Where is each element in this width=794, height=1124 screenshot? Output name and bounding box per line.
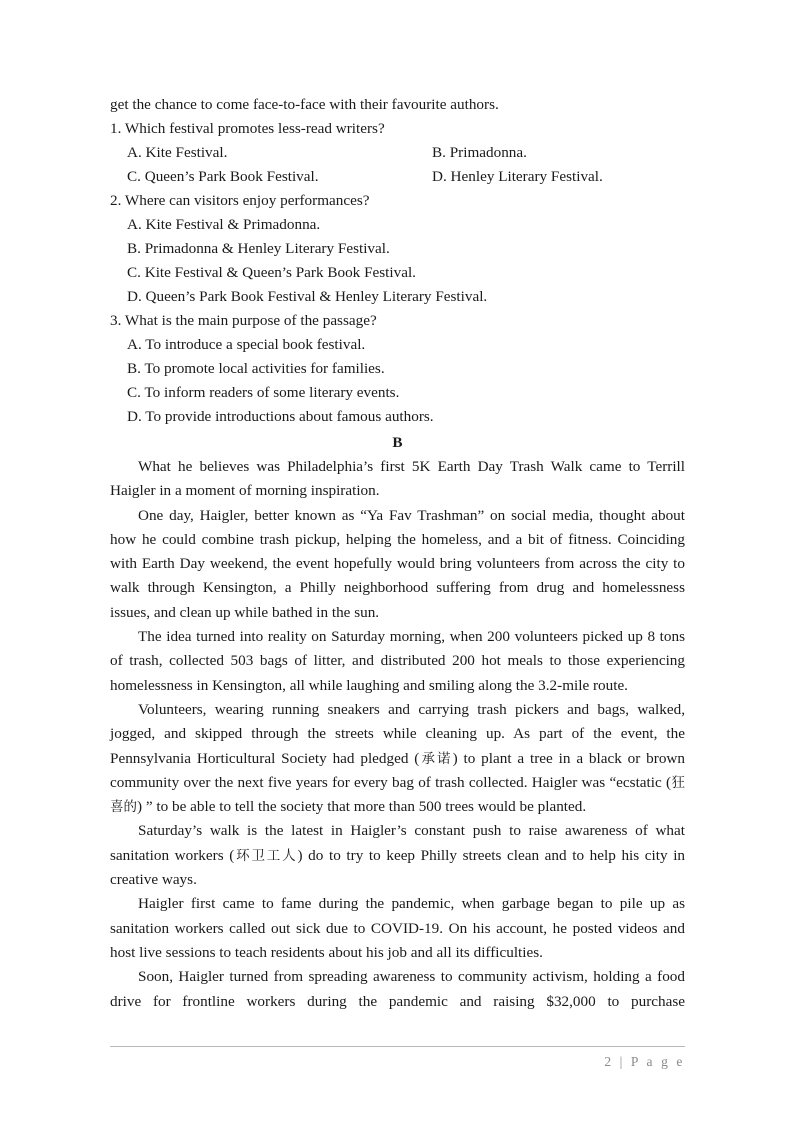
passage-paragraph-2: One day, Haigler, better known as “Ya Fav Trashman” on social media, thought about how he could combine trash pickup, helping the homeless, and a bit of fitness. Coinciding with Earth Day weekend, the event hopefully would bring volunteers from across the city to walk through Kensington, a Philly neighborhood suffering from drug and homelessness issues, and clean up while bathed in the sun. xyxy=(110,506,685,621)
question-3-option-b[interactable]: B. To promote local activities for families. xyxy=(127,360,385,377)
paragraph-5-text-part-2: ) do to try to keep Philly streets clean and to help his city in creative ways. xyxy=(110,846,686,889)
question-3-option-a[interactable]: A. To introduce a special book festival. xyxy=(127,336,366,353)
question-3-option-d[interactable]: D. To provide introductions about famous authors. xyxy=(127,408,434,425)
question-2-option-a[interactable]: A. Kite Festival & Primadonna. xyxy=(127,216,321,233)
question-1-option-b[interactable]: B. Primadonna. xyxy=(432,144,527,161)
passage-paragraph-5 xyxy=(110,819,685,892)
paragraph-4-text-part-2: ) to plant a tree in a black or brown community over the next five years for every bag of trash collected. Haigler was “ecstatic ( xyxy=(110,749,685,791)
chinese-gloss-pledged: 承诺 xyxy=(419,750,453,767)
question-2-stem: 2. Where can visitors enjoy performances? xyxy=(110,192,370,209)
question-2-option-d[interactable]: D. Queen’s Park Book Festival & Henley Literary Festival. xyxy=(127,288,488,305)
continued-sentence: get the chance to come face-to-face with their favourite authors. xyxy=(110,96,499,113)
question-1-option-c[interactable]: C. Queen’s Park Book Festival. xyxy=(127,168,319,185)
question-1-option-d[interactable]: D. Henley Literary Festival. xyxy=(432,168,603,185)
chinese-gloss-sanitation-workers: 环卫工人 xyxy=(234,847,298,864)
passage-paragraph-7: Soon, Haigler turned from spreading awareness to community activism, holding a food drive for frontline workers during the pandemic and raising $32,000 to purchase xyxy=(110,968,685,1010)
paragraph-5-text-part-1: Saturday’s walk is the latest in Haigler’s constant push to raise awareness of what sanitation workers ( xyxy=(110,822,685,864)
passage-paragraph-6: Haigler first came to fame during the pandemic, when garbage began to pile up as sanitation workers called out sick due to COVID-19. On his account, he posted videos and host live sessions to teach residents about his job and all its difficulties. xyxy=(110,895,685,961)
paragraph-4-text-part-1: Volunteers, wearing running sneakers and carrying trash pickers and bags, walked, jogged, and skipped through the streets while cleaning up. As part of the event, the Pennsylvania Horticultural Society had pledged ( xyxy=(110,700,685,767)
question-3-stem: 3. What is the main purpose of the passage? xyxy=(110,312,377,329)
question-2-option-c[interactable]: C. Kite Festival & Queen’s Park Book Festival. xyxy=(127,264,416,281)
paragraph-4-text-part-3: ) ” to be able to tell the society that more than 500 trees would be planted. xyxy=(137,798,587,816)
question-1-options-row-1 xyxy=(110,141,685,165)
question-3-option-c[interactable]: C. To inform readers of some literary events. xyxy=(127,384,400,401)
page-number-footer: 2 | P a g e xyxy=(604,1054,685,1069)
question-2-option-b[interactable]: B. Primadonna & Henley Literary Festival. xyxy=(127,240,390,257)
question-1-options-row-2 xyxy=(110,165,685,189)
chinese-gloss-ecstatic: 狂喜的 xyxy=(110,774,685,816)
question-1-stem: 1. Which festival promotes less-read writers? xyxy=(110,120,385,137)
document-page xyxy=(110,93,685,1038)
question-1-option-a[interactable]: A. Kite Festival. xyxy=(127,144,228,161)
footer-divider xyxy=(110,1046,685,1047)
section-label-b: B xyxy=(392,434,403,451)
passage-paragraph-1: What he believes was Philadelphia’s first 5K Earth Day Trash Walk came to Terrill Haigler in a moment of morning inspiration. xyxy=(110,458,685,500)
passage-paragraph-3: The idea turned into reality on Saturday morning, when 200 volunteers picked up 8 tons of trash, collected 503 bags of litter, and distributed 200 hot meals to those experiencing homelessness in Kensington, all while laughing and smiling along the 3.2-mile route. xyxy=(110,628,685,694)
passage-paragraph-4 xyxy=(110,698,685,819)
